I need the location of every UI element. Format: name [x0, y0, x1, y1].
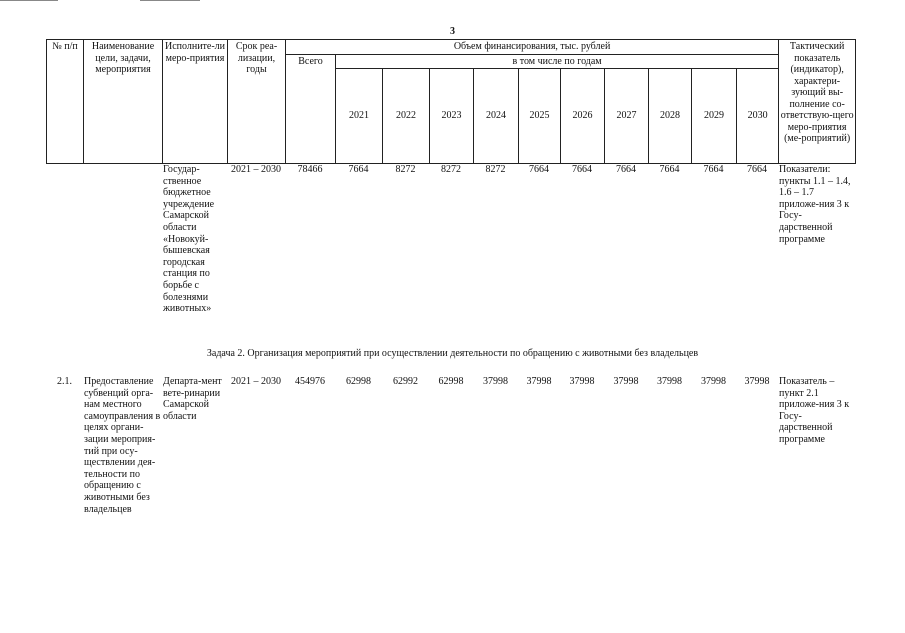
row1-value: 7664 [616, 164, 636, 175]
row2-value: 37998 [701, 376, 726, 387]
row1-value: 8272 [395, 164, 416, 175]
header-year: 2025 [519, 69, 561, 164]
row2-value: 37998 [613, 376, 639, 387]
row2-term: 2021 – 2030 [231, 376, 281, 387]
row1-value: 7664 [348, 164, 369, 175]
row1-value: 7664 [703, 164, 724, 175]
row2-total: 454976 [295, 376, 325, 387]
header-executor: Исполните-ли меро-приятия [163, 40, 228, 164]
header-name: Наименование цели, задачи, мероприятия [84, 40, 163, 164]
row1-executor: Государ-ственное бюджетное учреждение Самарской области «Новокуй-бышевская городская станция по борьбе с болезнями животных» [163, 164, 215, 315]
table-header [46, 39, 856, 164]
row2-value: 37998 [744, 376, 770, 387]
scan-edge-mark [0, 0, 58, 1]
row1-value: 7664 [747, 164, 767, 175]
header-by-years: в том числе по годам [336, 54, 779, 69]
row2-value: 37998 [526, 376, 552, 387]
row2-name: Предоставление субвенций орга-нам местного самоуправления в целях органи-зации мероприя-тий при осу-ществлении дея-тельности по обращению с животными без владельцев [84, 376, 161, 515]
table-row [46, 375, 855, 516]
row1-value: 8272 [441, 164, 461, 175]
header-year: 2028 [649, 69, 692, 164]
row2-value: 37998 [657, 376, 682, 387]
header-number: № п/п [47, 40, 84, 164]
header-year: 2027 [605, 69, 649, 164]
header-year: 2029 [692, 69, 737, 164]
row2-executor: Департа-мент вете-ринарии Самарской области [163, 376, 222, 422]
row2-value: 62992 [393, 376, 418, 387]
header-year: 2023 [430, 69, 474, 164]
row1-value: 8272 [485, 164, 506, 175]
header-indicator: Тактический показатель (индикатор), характери-зующий вы-полнение со-ответствую-щего меро-приятия (ме-роприятий) [779, 40, 856, 164]
row1-value: 7664 [572, 164, 592, 175]
header-year: 2024 [474, 69, 519, 164]
row2-value: 62998 [438, 376, 464, 387]
row2-indicator: Показатель – пункт 2.1 приложе-ния 3 к Госу-дарственной программе [779, 376, 850, 445]
header-funding: Объем финансирования, тыс. рублей [286, 40, 779, 55]
row2-value: 37998 [483, 376, 508, 387]
header-year: 2022 [383, 69, 430, 164]
row1-indicator: Показатели: пункты 1.1 – 1.4, 1.6 – 1.7 приложе-ния 3 к Госу-дарственной программе [779, 164, 851, 245]
row1-value: 7664 [659, 164, 680, 175]
row2-value: 37998 [569, 376, 595, 387]
row1-total: 78466 [297, 164, 323, 175]
row1-value: 7664 [529, 164, 549, 175]
row1-term: 2021 – 2030 [231, 164, 281, 175]
page-number: 3 [450, 26, 455, 37]
header-year: 2026 [561, 69, 605, 164]
table-row [46, 163, 855, 316]
header-year: 2021 [336, 69, 383, 164]
task-2-title: Задача 2. Организация мероприятий при осуществлении деятельности по обращению с животными без владельцев [206, 348, 699, 359]
header-term: Срок реа-лизации, годы [228, 40, 286, 164]
row2-number: 2.1. [57, 376, 72, 387]
header-year: 2030 [737, 69, 779, 164]
header-total: Всего [286, 54, 336, 164]
scan-edge-mark [140, 0, 200, 1]
row2-value: 62998 [346, 376, 371, 387]
